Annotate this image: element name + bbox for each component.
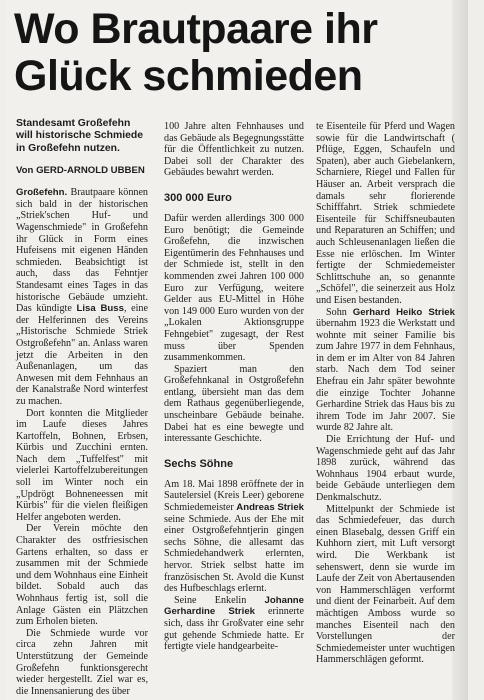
paragraph: Die Errichtung der Huf- und Wagenschmiede geht auf das Jahr 1898 zurück, während das Wohnhaus 1904 erbaut wurde, beide Gebäude unterliegen dem Denkmalschutz. bbox=[316, 434, 455, 503]
person-name: Gerhard Heiko Striek bbox=[352, 306, 455, 318]
paragraph bbox=[164, 595, 304, 653]
paragraph-text: übernahm 1923 die Werkstatt und wohnte mit seiner Familie bis zum Jahre 1977 in dem Fehnhaus, in dem er im Alter von 84 Jahren starb. Nach dem Tod seiner Ehefrau ein Jahr später bewohnte die einzige Tochter Johanne Gerhardine Striek das Haus bis zu ihrem Tode im Jahr 2007. Sie wurde 82 Jahre alt. bbox=[316, 318, 455, 434]
paragraph-text: Seine Enkelin bbox=[174, 594, 265, 606]
paragraph-text: Am 18. Mai 1898 eröffnete der in Sautelersiel (Kreis Leer) geborene Schmiedemeister bbox=[164, 478, 304, 514]
paragraph: 100 Jahre alten Fehnhauses und das Gebäude als Begegnungsstätte für die Öffentlichkeit zu nutzen. Dabei soll der Charakter des Gebäudes bewahrt werden. bbox=[164, 121, 304, 179]
person-name: Andreas Striek bbox=[236, 502, 305, 514]
column-3 bbox=[316, 121, 455, 666]
paragraph-text: erinnerte sich, dass ihr Großvater eine sehr gut gehende Schmiede hatte. Er fertigte viele handgearbeite- bbox=[164, 606, 304, 653]
paragraph-text: Sohn bbox=[326, 306, 353, 318]
paragraph-text: seine Schmiede. Aus der Ehe mit einer Ostgroßefehntjerin gingen sechs Söhne, die allesamt das Schmiedehandwerk erlernten, hervor. Striek selbst hatte im französischen St. Avold die Kunst des Hufbeschlags erlernt. bbox=[164, 513, 304, 595]
paragraph: Spaziert man den Großefehnkanal in Ostgroßefehn entlang, übersieht man das dem dem Rathaus gegenüberliegende, unscheinbare Gebäude beinahe. Dabei hat es eine bewegte und interessante Geschichte. bbox=[164, 363, 304, 445]
person-name: Johanne Gerhardine Striek bbox=[164, 594, 304, 618]
paragraph: te Eisenteile für Pferd und Wagen sowie für die Landwirtschaft ( Pflüge, Eggen, Schaufeln und Spaten), aber auch Giebelankern, Scharniere, Riegel und Fallen für Häuser an. Arbeit versprach die damals sehr florierende Schifffahrt. Striek schmiedete Eisenteile für Schiffsneubauten und Reparaturen an Schiffen; und auch Schleusenanlagen ließen die Esse nie erlöschen. Im Winter fertigte der Schmiedemeister Schlittschuhe an, so genannte „Schöfel", die seinerzeit aus Holz und Eisen bestanden. bbox=[316, 121, 455, 306]
subheading: 300 000 Euro bbox=[164, 191, 232, 204]
paragraph: Dafür werden allerdings 300 000 Euro benötigt; die Gemeinde Großefehn, die inzwischen Eigentümerin des Fehnhauses und der Schmiede ist, stellt in den kommenden zwei Jahren 100 000 Euro zur Verfügung, weitere Gelder aus EU-Mittel in Höhe von 149 000 Euro wurden von der „Lokalen Aktionsgruppe Fehngebiet" zugesagt, der Rest muss über Spenden zusammenkommen. bbox=[164, 212, 304, 364]
paragraph: Mittelpunkt der Schmiede ist das Schmiedefeuer, das durch einen Blasebalg, dessen Griff ein Kuhhorn ziert, mit Luft versorgt wird. Die Werkbank ist sehenswert, denn sie wurde im Laufe der Zeit von Abertausenden von Hammerschlägen verformt und dient der Feinarbeit. Auf dem mächtigen Amboss wurde so manches Eisenteil nach den Vorstellungen der Schmiedemeister unter wuchtigen Hammerschlägen geformt. bbox=[316, 503, 455, 666]
paragraph-text: , eine der Helferinnen des Vereins „Historische Schmiede Striek Ostgroßefehn" an. Anlass waren jetzt die Arbeiten in den Außenanlagen, um das Anwesen mit dem Fehnhaus an der Kanalstraße Nord winterfest zu machen. bbox=[16, 303, 148, 407]
paragraph bbox=[316, 307, 455, 435]
paragraph: Die Schmiede wurde vor circa zehn Jahren mit Unterstützung der Gemeinde Großefehn funktionsgerecht wieder hergestellt. Ziel war es, die Innensanierung des über bbox=[16, 627, 148, 697]
column-2 bbox=[164, 121, 304, 653]
person-name: Lisa Buss bbox=[76, 303, 124, 315]
subheading: Sechs Söhne bbox=[164, 457, 234, 470]
headline: Wo Brautpaare ihr Glück schmieden bbox=[14, 5, 378, 100]
byline: Von GERD-ARNOLD UBBEN bbox=[16, 165, 145, 177]
paragraph-text: Brautpaare können sich bald in der historischen „Striek'schen Huf- und Wagenschmiede" in Großefehn ihr Glück in Form eines Hufeisens mit eigenen Händen schmieden. Beabsichtigt ist auch, dass das Fehntjer Standesamt eines Tages in das historische Gebäude umzieht. Das kündigte bbox=[16, 187, 148, 315]
paragraph bbox=[16, 187, 148, 407]
dateline: Großefehn. bbox=[16, 187, 68, 199]
paragraph: Der Verein möchte den Charakter des ostfriesischen Gartens erhalten, so dass er zusammen mit der Schmiede und dem Wohnhaus eine Einheit bildet. Sobald auch das Wohnhaus fertig ist, soll die Anlage Gästen ein Plätzchen zum Erholen bieten. bbox=[16, 523, 148, 628]
paragraph bbox=[164, 479, 304, 595]
paragraph: Dort konnten die Mitglieder im Laufe dieses Jahres Kartoffeln, Bohnen, Erbsen, Kürbis und Zucchini ernten. Nach dem „Tuffelfest" mit vielerlei Kartoffelzubereitungen soll im Winter noch ein „Updrögt Bohneneessen mit Kürbis" für die vielen fleißigen Helfer angeboten werden. bbox=[16, 407, 148, 523]
column-1 bbox=[16, 118, 148, 697]
lead-text: Standesamt Großefehn will historische Schmiede in Großefehn nutzen. bbox=[16, 118, 144, 154]
